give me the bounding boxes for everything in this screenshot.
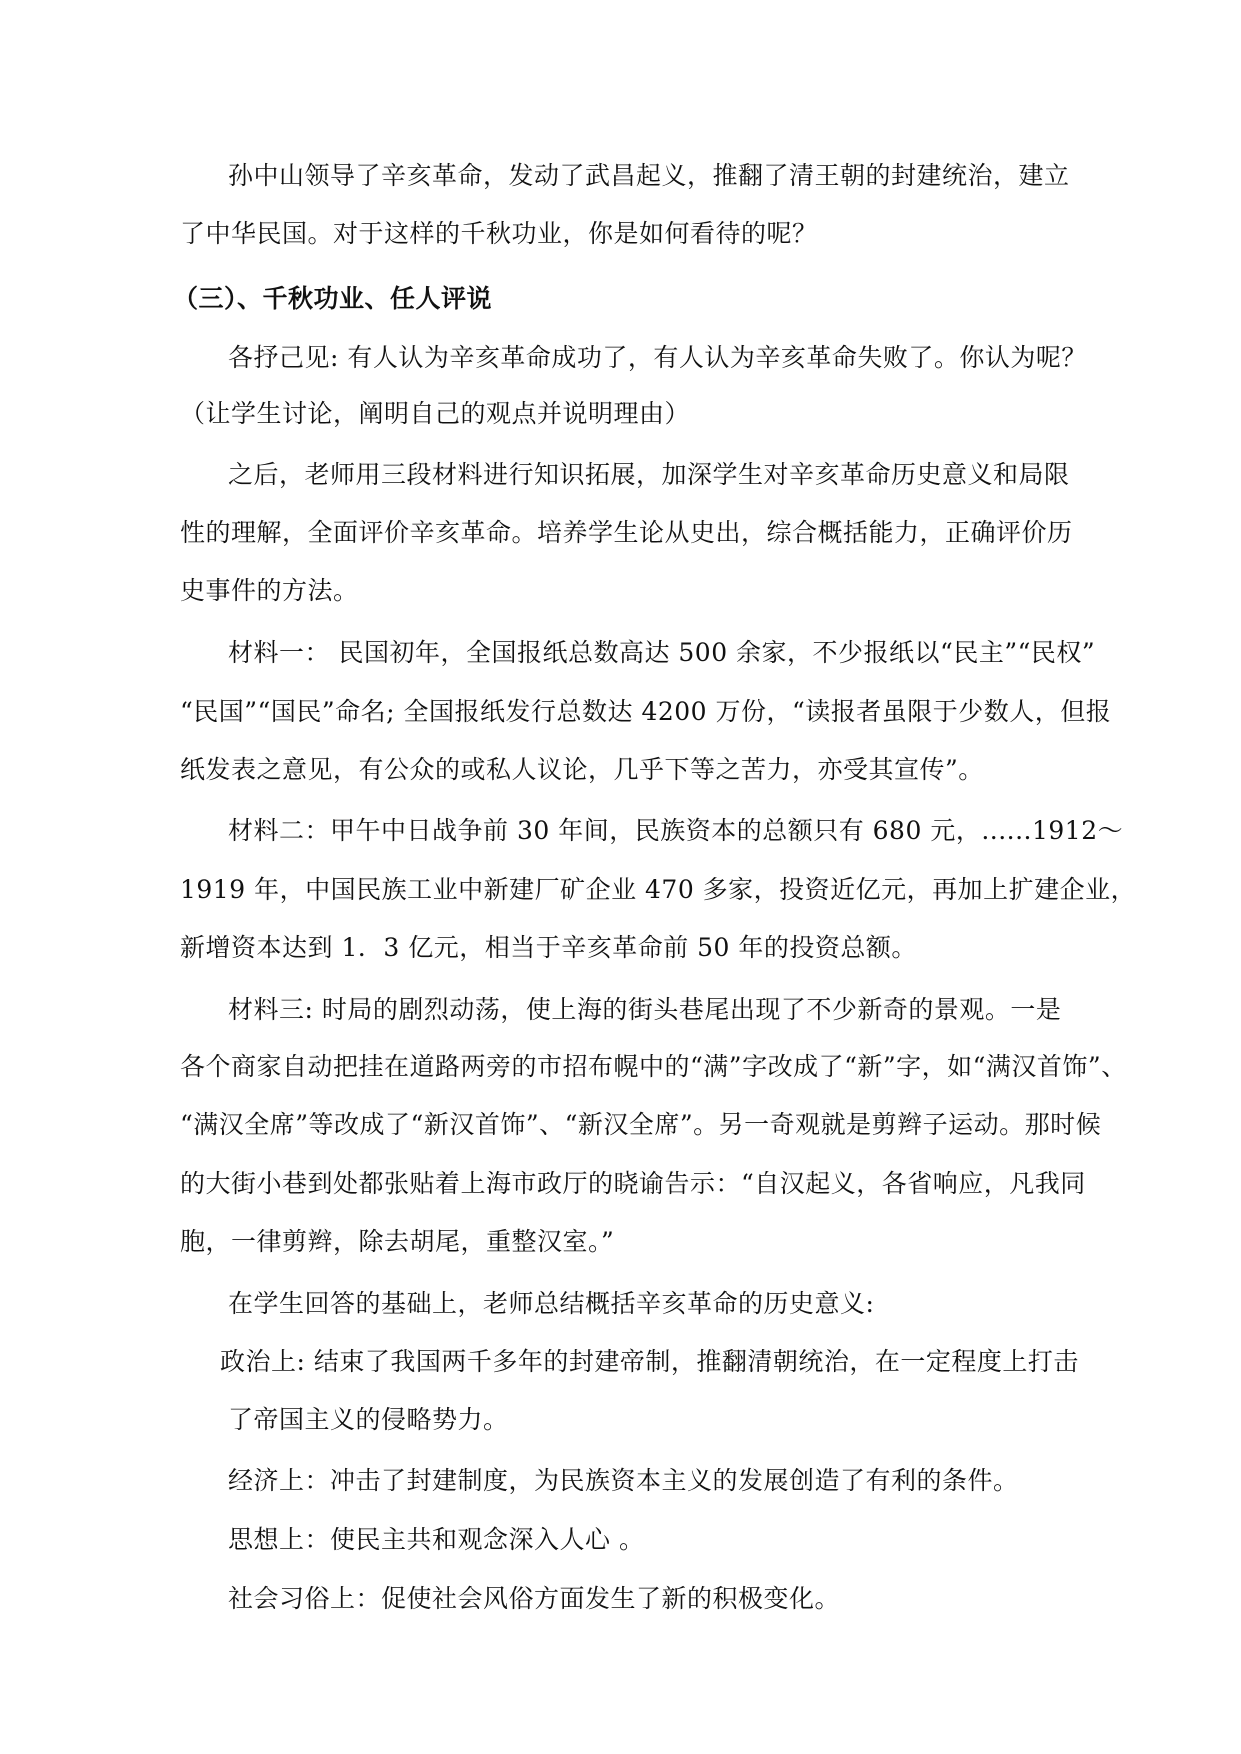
extension-line-3: 史事件的方法。 (180, 576, 359, 605)
material-3-line-4: 的大街小巷到处都张贴着上海市政厅的晓谕告示：“自汉起义，各省响应，凡我同 (180, 1169, 1086, 1198)
ideological-significance: 思想上：使民主共和观念深入人心 。 (228, 1525, 645, 1554)
extension-line-1: 之后，老师用三段材料进行知识拓展，加深学生对辛亥革命历史意义和局限 (228, 460, 1070, 489)
material-2-line-3: 新增资本达到 1．3 亿元，相当于辛亥革命前 50 年的投资总额。 (180, 933, 917, 962)
summary-intro: 在学生回答的基础上，老师总结概括辛亥革命的历史意义: (228, 1289, 875, 1318)
economic-significance: 经济上：冲击了封建制度，为民族资本主义的发展创造了有利的条件。 (228, 1466, 1019, 1495)
political-significance-line-2: 了帝国主义的侵略势力。 (228, 1405, 509, 1434)
material-3-line-5: 胞，一律剪辫，除去胡尾，重整汉室。” (180, 1227, 615, 1256)
intro-line-1: 孙中山领导了辛亥革命，发动了武昌起义，推翻了清王朝的封建统治，建立 (228, 161, 1070, 190)
discussion-line-2: （让学生讨论，阐明自己的观点并说明理由） (180, 399, 691, 428)
material-3-line-1: 材料三: 时局的剧烈动荡，使上海的街头巷尾出现了不少新奇的景观。一是 (228, 995, 1062, 1024)
material-1-line-1: 材料一： 民国初年，全国报纸总数高达 500 余家，不少报纸以“民主”“民权” (228, 638, 1096, 667)
material-3-line-3: “满汉全席”等改成了“新汉首饰”、“新汉全席”。另一奇观就是剪辫子运动。那时候 (180, 1110, 1102, 1139)
material-3-line-2: 各个商家自动把挂在道路两旁的市招布幌中的“满”字改成了“新”字，如“满汉首饰”、 (180, 1052, 1127, 1081)
discussion-line-1: 各抒己见: 有人认为辛亥革命成功了，有人认为辛亥革命失败了。你认为呢？ (228, 343, 1087, 372)
social-significance: 社会习俗上：促使社会风俗方面发生了新的积极变化。 (228, 1584, 841, 1613)
intro-line-2: 了中华民国。对于这样的千秋功业，你是如何看待的呢？ (180, 219, 818, 248)
material-2-line-1: 材料二：甲午中日战争前 30 年间，民族资本的总额只有 680 元，......1912～ (228, 816, 1124, 845)
material-2-line-2: 1919 年，中国民族工业中新建厂矿企业 470 多家，投资近亿元，再加上扩建企业， (180, 875, 1137, 904)
extension-line-2: 性的理解，全面评价辛亥革命。培养学生论从史出，综合概括能力，正确评价历 (180, 518, 1073, 547)
material-1-line-3: 纸发表之意见，有公众的或私人议论，几乎下等之苦力，亦受其宣传”。 (180, 755, 984, 784)
political-significance-line-1: 政治上: 结束了我国两千多年的封建帝制，推翻清朝统治，在一定程度上打击 (220, 1347, 1079, 1376)
material-1-line-2: “民国”“国民”命名; 全国报纸发行总数达 4200 万份，“读报者虽限于少数人，但报 (180, 697, 1112, 726)
section-heading: （三）、千秋功业、任人评说 (173, 284, 493, 313)
